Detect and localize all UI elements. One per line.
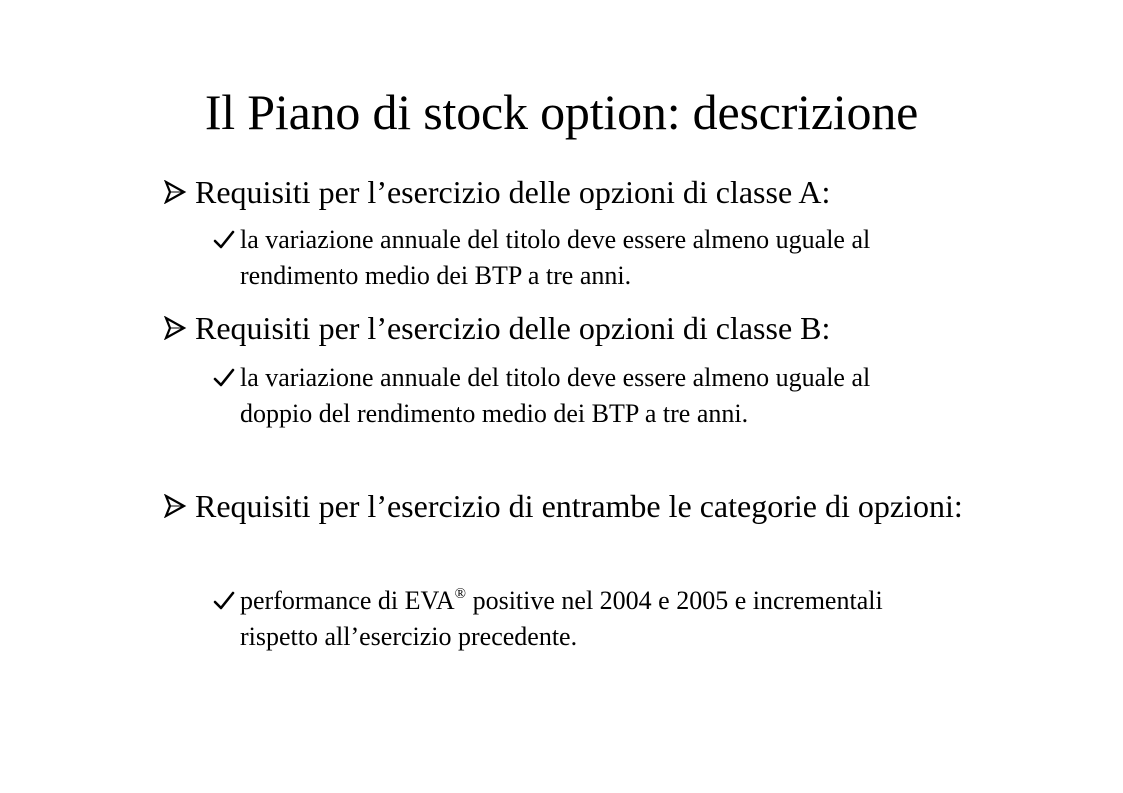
- checkmark-icon: [213, 583, 240, 619]
- section-item-text: la variazione annuale del titolo deve essere almeno uguale al doppio del rendimento medio dei BTP a tre anni.: [240, 363, 871, 428]
- section-item-text: [240, 583, 933, 655]
- section-heading-c: [163, 487, 963, 525]
- arrow-bullet-icon: [163, 309, 195, 347]
- eva-term: performance di EVA: [240, 586, 455, 615]
- eva-description: positive nel 2004 e 2005 e incrementali rispetto all’esercizio precedente.: [240, 586, 883, 651]
- section-heading-text: Requisiti per l’esercizio delle opzioni di classe A:: [195, 174, 831, 210]
- section-heading-b: [163, 309, 963, 347]
- section-item-a: [213, 222, 933, 294]
- section-heading-text: Requisiti per l’esercizio di entrambe le categorie di opzioni:: [195, 488, 963, 524]
- checkmark-icon: [213, 222, 240, 258]
- section-heading-a: [163, 173, 963, 211]
- checkmark-icon: [213, 360, 240, 396]
- slide-title: Il Piano di stock option: descrizione: [204, 84, 919, 140]
- arrow-bullet-icon: [163, 173, 195, 211]
- section-item-c: [213, 583, 933, 655]
- section-item-b: [213, 360, 933, 432]
- section-heading-text: Requisiti per l’esercizio delle opzioni di classe B:: [195, 310, 831, 346]
- registered-mark: ®: [454, 586, 467, 602]
- section-item-text: la variazione annuale del titolo deve essere almeno uguale al rendimento medio dei BTP a tre anni.: [240, 225, 871, 290]
- arrow-bullet-icon: [163, 487, 195, 525]
